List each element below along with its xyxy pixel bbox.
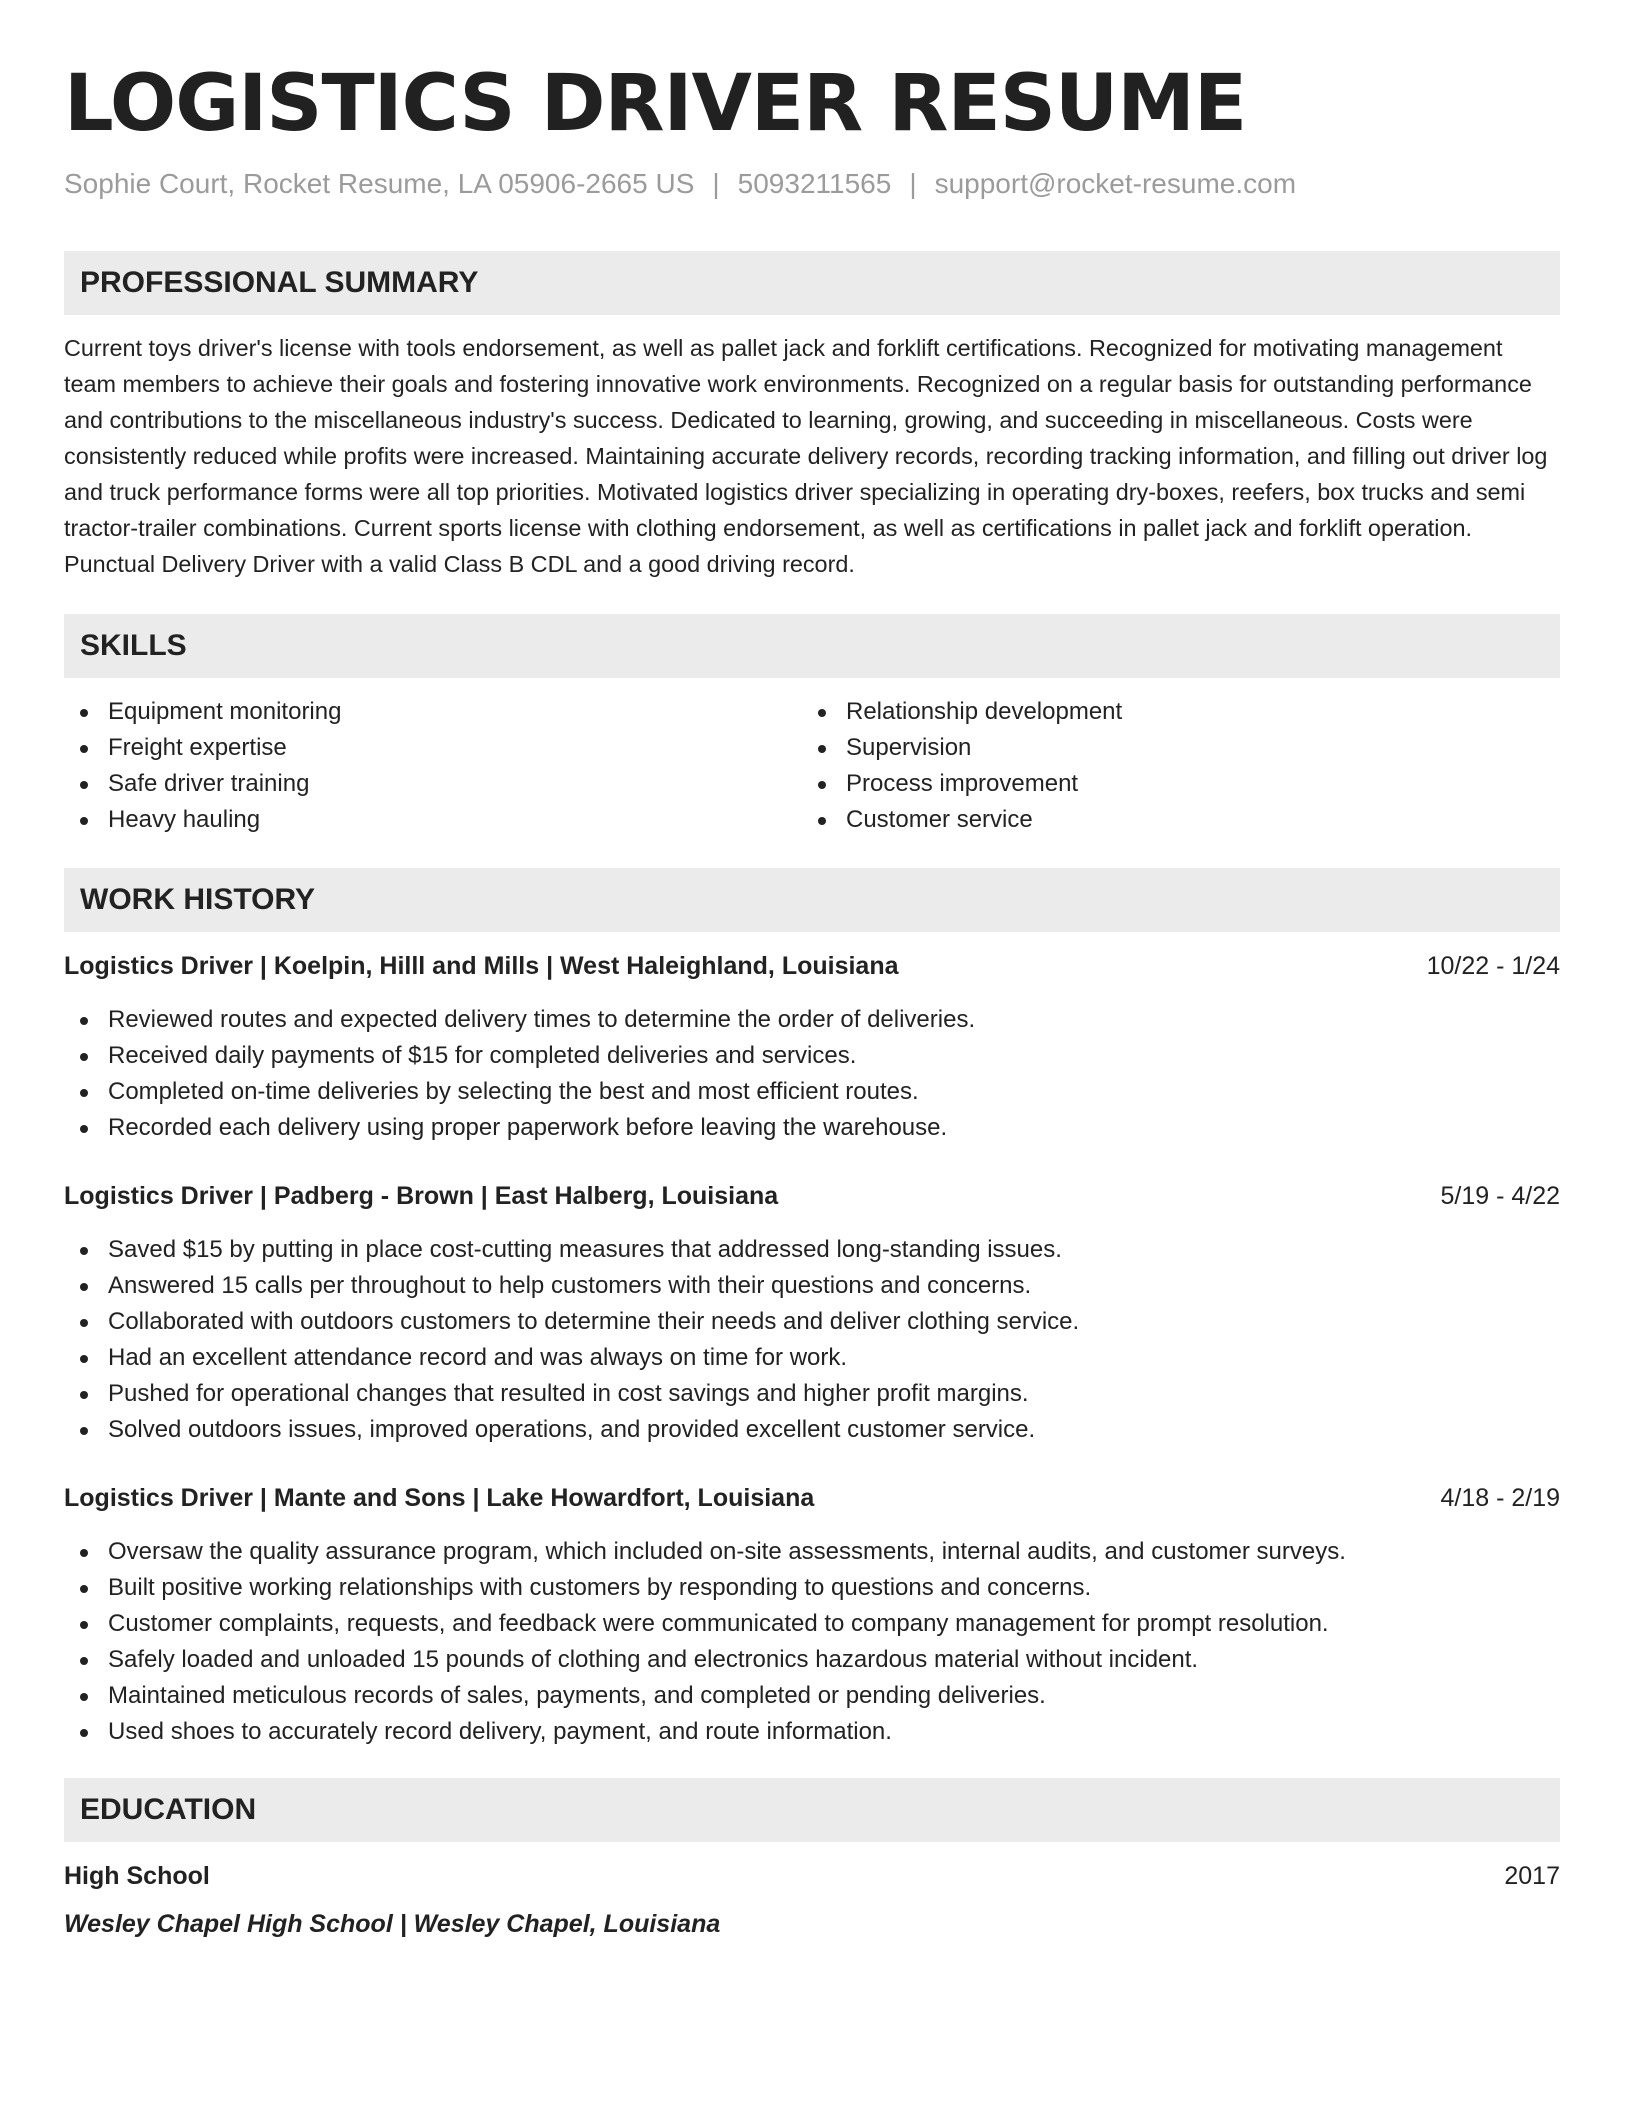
resume-title: LOGISTICS DRIVER RESUME bbox=[64, 59, 1247, 149]
bullet-dot bbox=[80, 709, 88, 717]
bullet-dot bbox=[80, 1247, 88, 1255]
skill-label: Relationship development bbox=[846, 698, 1123, 725]
skill-item bbox=[802, 730, 1122, 766]
skill-label: Heavy hauling bbox=[108, 806, 261, 833]
contact-address: Sophie Court, Rocket Resume, LA 05906-2665 US bbox=[64, 168, 695, 199]
list-item bbox=[64, 1534, 1560, 1570]
job-header bbox=[64, 1480, 1560, 1516]
bullet-dot bbox=[80, 817, 88, 825]
education-school: Wesley Chapel High School | Wesley Chapel, Louisiana bbox=[64, 1910, 721, 1938]
skill-item bbox=[64, 766, 341, 802]
bullet-text: Oversaw the quality assurance program, which included on-site assessments, internal audits, and customer surveys. bbox=[108, 1538, 1346, 1565]
contact-separator: | bbox=[712, 168, 720, 199]
bullet-dot bbox=[80, 1017, 88, 1025]
bullet-text: Had an excellent attendance record and was always on time for work. bbox=[108, 1344, 848, 1371]
bullet-text: Pushed for operational changes that resulted in cost savings and higher profit margins. bbox=[108, 1380, 1029, 1407]
list-item bbox=[64, 1642, 1560, 1678]
bullet-dot bbox=[80, 1053, 88, 1061]
bullet-dot bbox=[80, 1549, 88, 1557]
skill-label: Supervision bbox=[846, 734, 972, 761]
education-section-header bbox=[64, 1778, 1560, 1842]
education-degree: High School bbox=[64, 1862, 210, 1890]
bullet-dot bbox=[80, 1657, 88, 1665]
bullet-text: Solved outdoors issues, improved operations, and provided excellent customer service. bbox=[108, 1416, 1036, 1443]
list-item bbox=[64, 1570, 1560, 1606]
job-title: Logistics Driver | Koelpin, Hilll and Mills | West Haleighland, Louisiana bbox=[64, 952, 899, 980]
list-item bbox=[64, 1678, 1560, 1714]
job-header bbox=[64, 1178, 1560, 1214]
contact-line bbox=[64, 164, 1296, 204]
bullet-text: Built positive working relationships with customers by responding to questions and concerns. bbox=[108, 1574, 1092, 1601]
bullet-dot bbox=[80, 781, 88, 789]
list-item bbox=[64, 1074, 1560, 1110]
list-item bbox=[64, 1606, 1560, 1642]
bullet-dot bbox=[80, 1089, 88, 1097]
list-item bbox=[64, 1304, 1560, 1340]
job-title: Logistics Driver | Mante and Sons | Lake Howardfort, Louisiana bbox=[64, 1484, 815, 1512]
job-dates: 4/18 - 2/19 bbox=[1440, 1484, 1560, 1512]
bullet-dot bbox=[818, 745, 826, 753]
list-item bbox=[64, 1038, 1560, 1074]
skill-item bbox=[64, 730, 341, 766]
bullet-dot bbox=[80, 1355, 88, 1363]
skill-item bbox=[64, 694, 341, 730]
skills-heading: SKILLS bbox=[80, 629, 187, 662]
skill-item bbox=[64, 802, 341, 838]
list-item bbox=[64, 1110, 1560, 1146]
bullet-dot bbox=[80, 1693, 88, 1701]
bullet-text: Saved $15 by putting in place cost-cutting measures that addressed long-standing issues. bbox=[108, 1236, 1062, 1263]
bullet-dot bbox=[80, 1125, 88, 1133]
work-heading: WORK HISTORY bbox=[80, 883, 316, 916]
list-item bbox=[64, 1232, 1560, 1268]
skill-item bbox=[802, 766, 1122, 802]
bullet-text: Received daily payments of $15 for completed deliveries and services. bbox=[108, 1042, 857, 1069]
bullet-dot bbox=[80, 1283, 88, 1291]
job-dates: 10/22 - 1/24 bbox=[1426, 952, 1560, 980]
skill-label: Equipment monitoring bbox=[108, 698, 342, 725]
skill-label: Process improvement bbox=[846, 770, 1079, 797]
summary-text: Current toys driver's license with tools endorsement, as well as pallet jack and forklift certifications. Recognized for motivating management team members to achieve their goals and fostering innovative work environments. Recognized on a regular basis for outstanding performance and contributions to the miscellaneous industry's success. Dedicated to learning, growing, and succeeding in miscellaneous. Costs were consistently reduced while profits were increased. Maintaining accurate delivery records, recording tracking information, and filling out driver log and truck performance forms were all top priorities. Motivated logistics driver specializing in operating dry-boxes, reefers, box trucks and semi tractor-trailer combinations. Current sports license with clothing endorsement, as well as certifications in pallet jack and forklift operation. Punctual Delivery Driver with a valid Class B CDL and a good driving record. bbox=[64, 335, 1548, 577]
bullet-text: Used shoes to accurately record delivery, payment, and route information. bbox=[108, 1718, 892, 1745]
job-bullets bbox=[64, 1534, 1560, 1750]
bullet-dot bbox=[818, 817, 826, 825]
job-dates: 5/19 - 4/22 bbox=[1440, 1182, 1560, 1210]
bullet-dot bbox=[80, 1585, 88, 1593]
bullet-text: Customer complaints, requests, and feedback were communicated to company management for prompt resolution. bbox=[108, 1610, 1329, 1637]
contact-email: support@rocket-resume.com bbox=[934, 168, 1297, 199]
education-heading: EDUCATION bbox=[80, 1793, 257, 1826]
education-year: 2017 bbox=[1504, 1862, 1560, 1890]
skill-label: Customer service bbox=[846, 806, 1033, 833]
bullet-text: Completed on-time deliveries by selecting the best and most efficient routes. bbox=[108, 1078, 919, 1105]
list-item bbox=[64, 1002, 1560, 1038]
job-header bbox=[64, 948, 1560, 984]
skill-label: Safe driver training bbox=[108, 770, 310, 797]
bullet-dot bbox=[80, 1319, 88, 1327]
list-item bbox=[64, 1376, 1560, 1412]
list-item bbox=[64, 1412, 1560, 1448]
summary-heading: PROFESSIONAL SUMMARY bbox=[80, 266, 479, 299]
contact-phone: 5093211565 bbox=[737, 168, 892, 199]
education-header bbox=[64, 1858, 1560, 1894]
job-bullets bbox=[64, 1232, 1560, 1448]
bullet-text: Reviewed routes and expected delivery times to determine the order of deliveries. bbox=[108, 1006, 976, 1033]
skills-list-right bbox=[802, 694, 1122, 838]
bullet-dot bbox=[80, 745, 88, 753]
bullet-dot bbox=[80, 1391, 88, 1399]
bullet-text: Collaborated with outdoors customers to determine their needs and deliver clothing service. bbox=[108, 1308, 1080, 1335]
bullet-dot bbox=[80, 1621, 88, 1629]
list-item bbox=[64, 1714, 1560, 1750]
contact-separator: | bbox=[909, 168, 917, 199]
bullet-dot bbox=[818, 781, 826, 789]
summary-section-header bbox=[64, 251, 1560, 315]
bullet-text: Answered 15 calls per throughout to help customers with their questions and concerns. bbox=[108, 1272, 1032, 1299]
skill-item bbox=[802, 802, 1122, 838]
skills-section-header bbox=[64, 614, 1560, 678]
skills-list-left bbox=[64, 694, 341, 838]
job-title: Logistics Driver | Padberg - Brown | East Halberg, Louisiana bbox=[64, 1182, 779, 1210]
bullet-text: Safely loaded and unloaded 15 pounds of clothing and electronics hazardous material without incident. bbox=[108, 1646, 1199, 1673]
bullet-dot bbox=[818, 709, 826, 717]
bullet-dot bbox=[80, 1427, 88, 1435]
list-item bbox=[64, 1268, 1560, 1304]
skill-label: Freight expertise bbox=[108, 734, 287, 761]
bullet-text: Recorded each delivery using proper paperwork before leaving the warehouse. bbox=[108, 1114, 948, 1141]
skill-item bbox=[802, 694, 1122, 730]
list-item bbox=[64, 1340, 1560, 1376]
job-bullets bbox=[64, 1002, 1560, 1146]
bullet-text: Maintained meticulous records of sales, payments, and completed or pending deliveries. bbox=[108, 1682, 1046, 1709]
bullet-dot bbox=[80, 1729, 88, 1737]
work-section-header bbox=[64, 868, 1560, 932]
